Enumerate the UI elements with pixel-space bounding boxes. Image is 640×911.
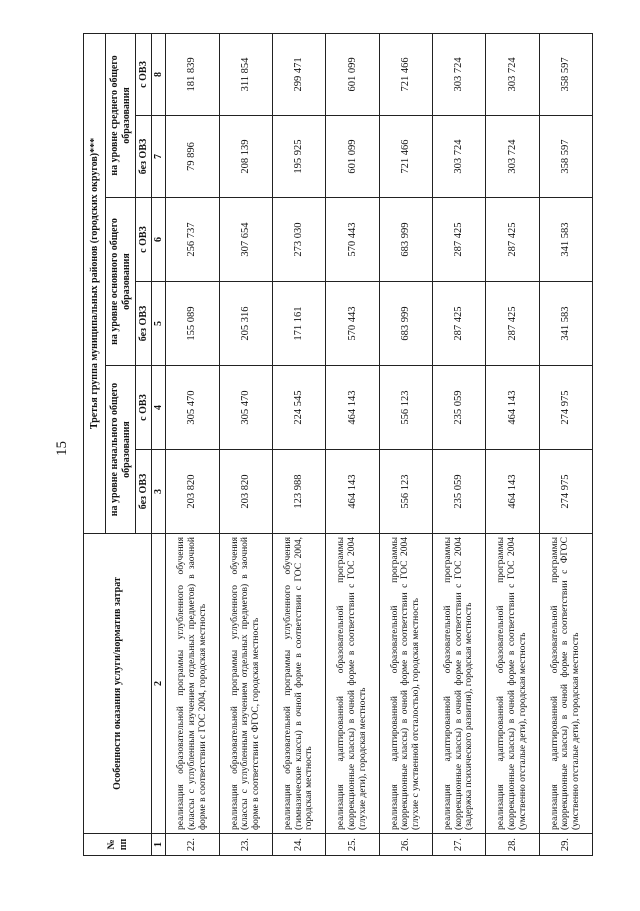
column-number: 7 xyxy=(152,116,166,198)
header-without: без ОВЗ xyxy=(136,450,152,534)
cell-value: 256 737 xyxy=(166,198,219,282)
row-number: 26. xyxy=(379,834,432,856)
header-with: с ОВЗ xyxy=(136,198,152,282)
cell-value: 303 724 xyxy=(486,33,539,115)
header-level-basic: на уровне основного общего образования xyxy=(106,198,136,366)
cell-value: 208 139 xyxy=(219,116,272,198)
table-row xyxy=(379,33,432,855)
header-without: без ОВЗ xyxy=(136,116,152,198)
rotated-table-container xyxy=(83,34,593,856)
cell-value: 721 466 xyxy=(379,33,432,115)
cell-value: 683 999 xyxy=(379,282,432,366)
header-with: с ОВЗ xyxy=(136,33,152,115)
cell-value: 287 425 xyxy=(486,282,539,366)
cell-value: 155 089 xyxy=(166,282,219,366)
cell-value: 570 443 xyxy=(326,282,379,366)
cell-value: 203 820 xyxy=(219,450,272,534)
row-number: 29. xyxy=(539,834,592,856)
cell-value: 556 123 xyxy=(379,366,432,450)
row-description: реализация адаптированной образовательной программы (коррекционные классы) в очной форме в соответствии с ГОС 2004 (умственно отсталые дети), городская местность xyxy=(486,534,539,834)
table-row xyxy=(432,33,485,855)
cell-value: 273 030 xyxy=(272,198,325,282)
cell-value: 305 470 xyxy=(166,366,219,450)
table-row xyxy=(486,33,539,855)
column-number: 8 xyxy=(152,33,166,115)
table-row xyxy=(219,33,272,855)
cell-value: 287 425 xyxy=(486,198,539,282)
cell-value: 235 059 xyxy=(432,450,485,534)
cell-value: 299 471 xyxy=(272,33,325,115)
cell-value: 358 597 xyxy=(539,116,592,198)
table-row xyxy=(272,33,325,855)
cell-value: 171 161 xyxy=(272,282,325,366)
row-description: реализация адаптированной образовательной программы (коррекционные классы) в очной форме в соответствии с ГОС 2004 (глухие дети), городская местность xyxy=(326,534,379,834)
cell-value: 287 425 xyxy=(432,282,485,366)
page-number: 15 xyxy=(54,441,70,456)
row-description: реализация образовательной программы углубленного обучения (гимназические классы) в очной форме в соответствии с ГОС 2004, городская местность xyxy=(272,534,325,834)
cell-value: 341 583 xyxy=(539,282,592,366)
cell-value: 721 466 xyxy=(379,116,432,198)
cell-value: 464 143 xyxy=(326,366,379,450)
header-with: с ОВЗ xyxy=(136,366,152,450)
cell-value: 570 443 xyxy=(326,198,379,282)
row-description: реализация адаптированной образовательной программы (коррекционные классы) в очной форме в соответствии с ФГОС (умственно отсталые дети), городская местность xyxy=(539,534,592,834)
row-number: 22. xyxy=(166,834,219,856)
cell-value: 123 988 xyxy=(272,450,325,534)
header-level-primary: на уровне начального общего образования xyxy=(106,366,136,534)
table-row xyxy=(539,33,592,855)
column-number: 3 xyxy=(152,450,166,534)
header-num: № пп xyxy=(84,834,152,856)
cell-value: 303 724 xyxy=(432,116,485,198)
row-description: реализация образовательной программы углубленного обучения (классы с углубленным изучением отдельных предметов) в заочной форме в соответствии с ФГОС, городская местность xyxy=(219,534,272,834)
cell-value: 181 839 xyxy=(166,33,219,115)
cell-value: 303 724 xyxy=(432,33,485,115)
cell-value: 287 425 xyxy=(432,198,485,282)
cell-value: 358 597 xyxy=(539,33,592,115)
cell-value: 556 123 xyxy=(379,450,432,534)
cell-value: 205 316 xyxy=(219,282,272,366)
cell-value: 307 654 xyxy=(219,198,272,282)
row-description: реализация образовательной программы углубленного обучения (классы с углубленным изучением отдельных предметов) в заочной форме в соответствии с ГОС 2004, городская местность xyxy=(166,534,219,834)
header-features: Особенности оказания услуги/норматив затрат xyxy=(84,534,152,834)
cell-value: 195 925 xyxy=(272,116,325,198)
column-number: 4 xyxy=(152,366,166,450)
cell-value: 274 975 xyxy=(539,366,592,450)
row-number: 23. xyxy=(219,834,272,856)
row-number: 28. xyxy=(486,834,539,856)
cell-value: 464 143 xyxy=(486,450,539,534)
cell-value: 601 099 xyxy=(326,116,379,198)
cell-value: 311 854 xyxy=(219,33,272,115)
cell-value: 79 896 xyxy=(166,116,219,198)
column-number: 5 xyxy=(152,282,166,366)
row-number: 25. xyxy=(326,834,379,856)
table-row xyxy=(166,33,219,855)
row-number: 24. xyxy=(272,834,325,856)
cell-value: 305 470 xyxy=(219,366,272,450)
cell-value: 224 545 xyxy=(272,366,325,450)
header-without: без ОВЗ xyxy=(136,282,152,366)
cell-value: 683 999 xyxy=(379,198,432,282)
table-row xyxy=(326,33,379,855)
cell-value: 203 820 xyxy=(166,450,219,534)
column-number: 2 xyxy=(152,534,166,834)
header-level-secondary: на уровне среднего общего образования xyxy=(106,33,136,197)
cell-value: 274 975 xyxy=(539,450,592,534)
cell-value: 303 724 xyxy=(486,116,539,198)
cell-value: 464 143 xyxy=(486,366,539,450)
cost-norms-table xyxy=(83,33,593,856)
cell-value: 341 583 xyxy=(539,198,592,282)
header-group: Третья группа муниципальных районов (городских округов)*** xyxy=(84,33,106,533)
row-description: реализация адаптированной образовательной программы (коррекционные классы) в очной форме в соответствии с ГОС 2004 (глухие с умственной отсталостью), городская местность xyxy=(379,534,432,834)
cell-value: 601 099 xyxy=(326,33,379,115)
row-description: реализация адаптированной образовательной программы (коррекционные классы) в очной форме в соответствии с ГОС 2004 (задержка психического развития), городская местность xyxy=(432,534,485,834)
column-number: 1 xyxy=(152,834,166,856)
cell-value: 464 143 xyxy=(326,450,379,534)
column-number: 6 xyxy=(152,198,166,282)
cell-value: 235 059 xyxy=(432,366,485,450)
row-number: 27. xyxy=(432,834,485,856)
